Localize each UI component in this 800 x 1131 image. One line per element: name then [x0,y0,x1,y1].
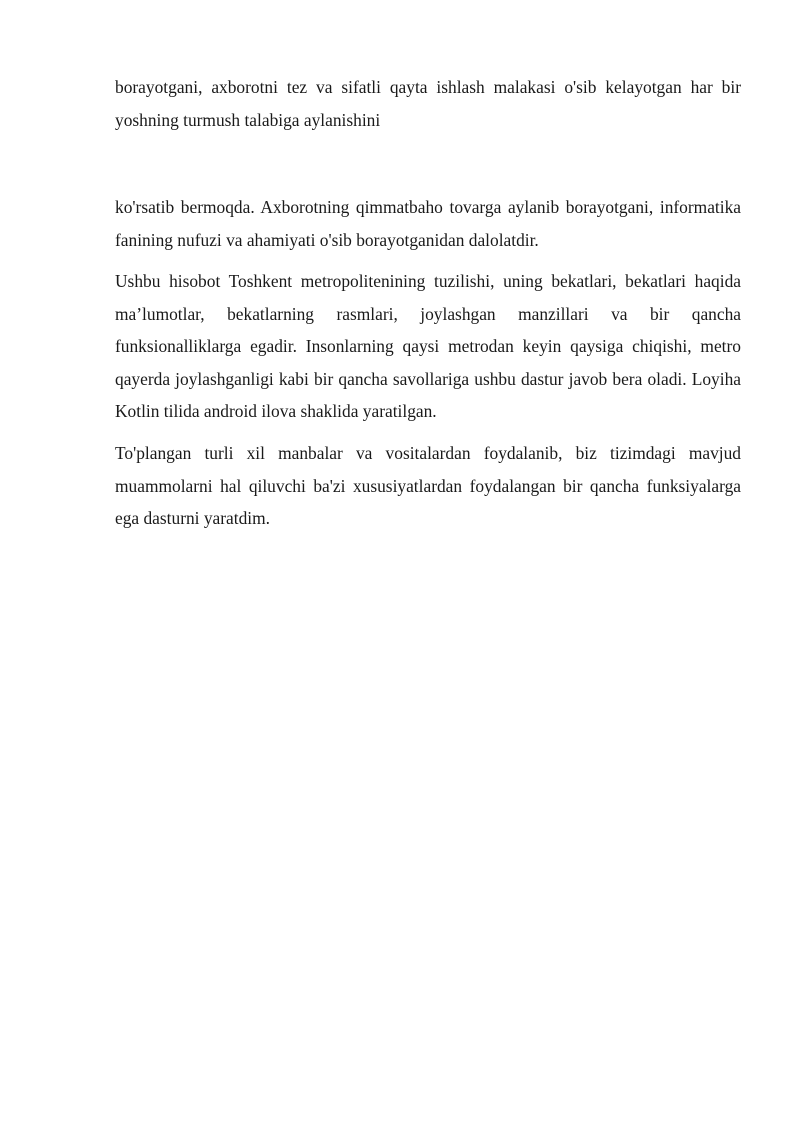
paragraph-1: borayotgani, axborotni tez va sifatli qayta ishlash malakasi o'sib kelayotgan har bir yoshning turmush talabiga aylanishini [115,77,741,130]
paragraph-4: To'plangan turli xil manbalar va vositalardan foydalanib, biz tizimdagi mavjud muammolarni hal qiluvchi ba'zi xususiyatlardan foydalangan bir qancha funksiyalarga ega dasturni yaratdim. [115,443,741,528]
paragraph-2: ko'rsatib bermoqda. Axborotning qimmatbaho tovarga aylanib borayotgani, informatika fanining nufuzi va ahamiyati o'sib borayotganidan dalolatdir. [115,197,741,250]
paragraph-3: Ushbu hisobot Toshkent metropolitenining tuzilishi, uning bekatlari, bekatlari haqida ma’lumotlar, bekatlarning rasmlari, joylashgan manzillari va bir qancha funksionalliklarga egadir. Insonlarning qaysi metrodan keyin qaysiga chiqishi, metro qayerda joylashganligi kabi bir qancha savollariga ushbu dastur javob bera oladi. Loyiha Kotlin tilida android ilova shaklida yaratilgan. [115,271,741,421]
